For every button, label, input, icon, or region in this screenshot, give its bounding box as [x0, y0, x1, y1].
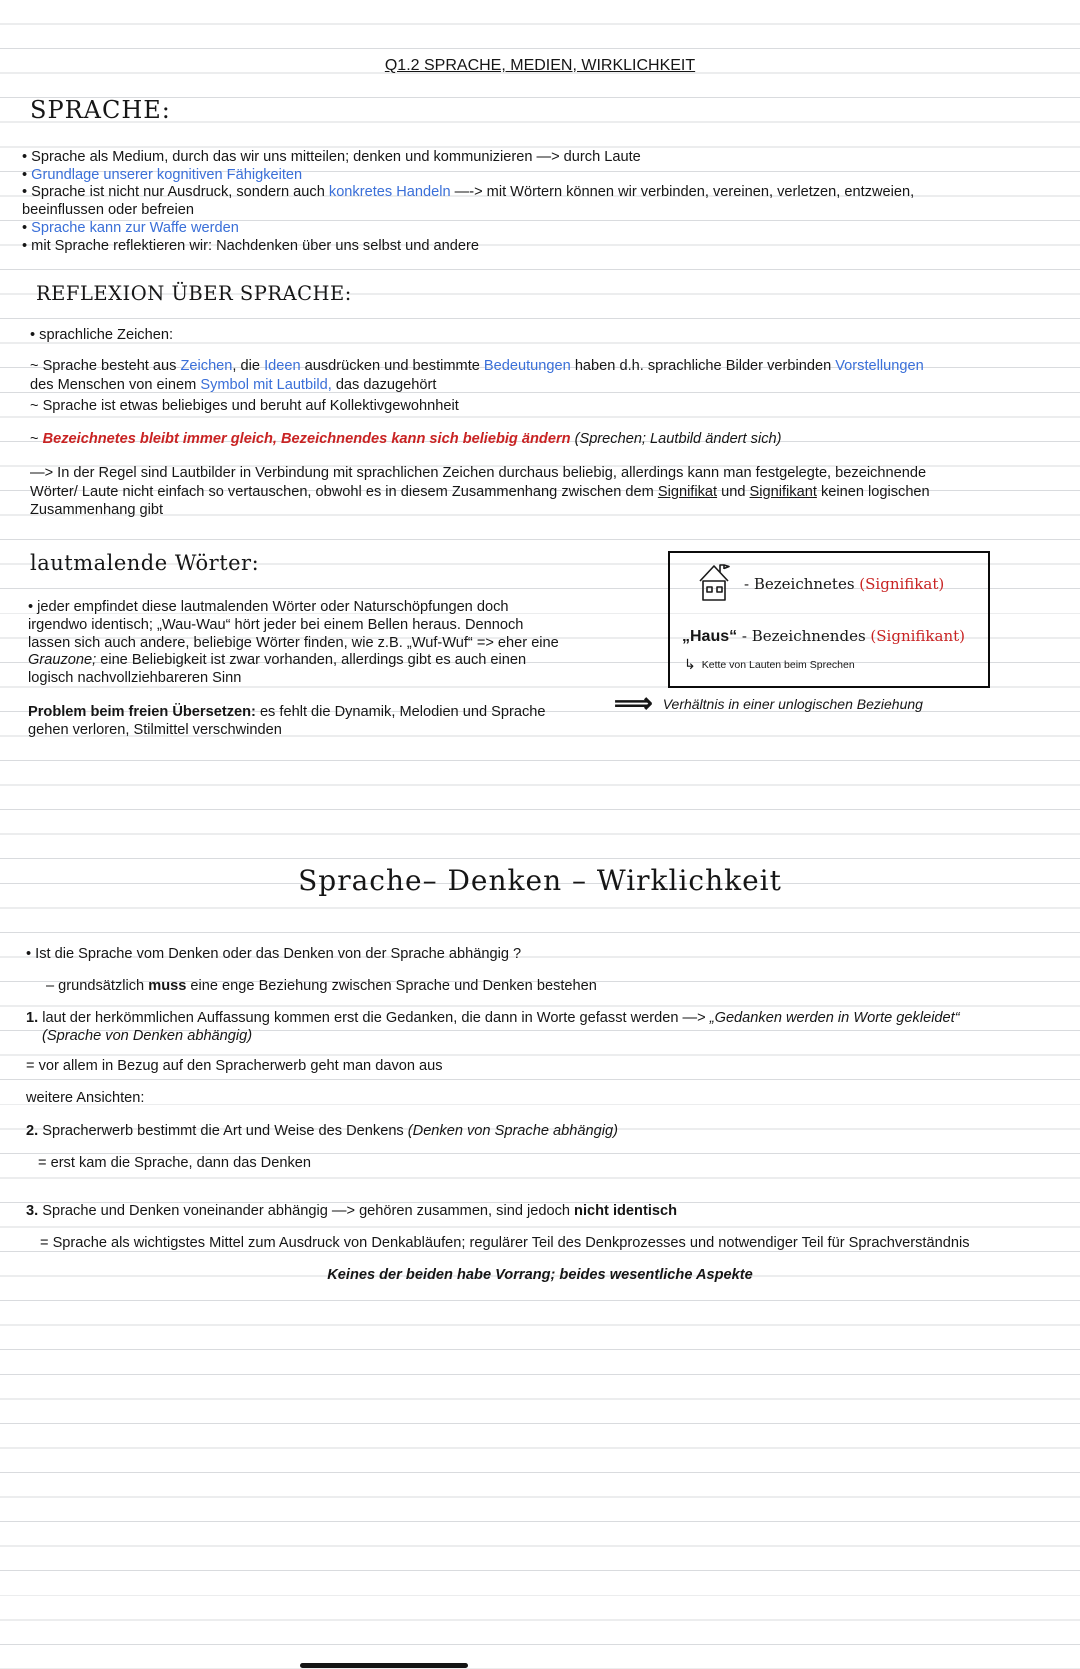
note-line: ~ Sprache besteht aus Zeichen, die Ideen ausdrücken und bestimmte Bedeutungen haben d.h. sprachliche Bilder verbinden Vorstellungen	[30, 358, 924, 374]
signifikat-box	[668, 551, 990, 688]
question-line: • Ist die Sprache vom Denken oder das Denken von der Sprache abhängig ?	[26, 946, 522, 962]
relation-note	[614, 690, 923, 717]
bezeichnetes-row	[696, 561, 944, 607]
equals-line-2: = erst kam die Sprache, dann das Denken	[38, 1155, 311, 1171]
note-line: Wörter/ Laute nicht einfach so vertauschen, obwohl es in diesem Zusammenhang zwischen dem Signifikat und Signifikant keinen logischen	[30, 483, 930, 500]
home-indicator	[300, 1663, 468, 1668]
problem-paragraph	[28, 704, 546, 740]
note-line: • Sprache als Medium, durch das wir uns mitteilen; denken und kommunizieren —> durch Laute	[22, 149, 641, 165]
note-line: • jeder empfindet diese lautmalenden Wörter oder Naturschöpfungen doch	[28, 599, 509, 615]
highlighted-rule-line: ~ Bezeichnetes bleibt immer gleich, Bezeichnendes kann sich beliebig ändern (Sprechen; Lautbild ändert sich)	[30, 431, 782, 447]
heading-lautmalende: lautmalende Wörter:	[30, 551, 260, 575]
note-line: Zusammenhang gibt	[30, 502, 164, 519]
note-line: des Menschen von einem Symbol mit Lautbild, das dazugehört	[30, 376, 437, 393]
equals-line-3: = Sprache als wichtigstes Mittel zum Ausdruck von Denkabläufen; regulärer Teil des Denkprozesses und notwendiger Teil für Sprachverständnis	[40, 1235, 970, 1251]
note-line-beliebig: ~ Sprache ist etwas beliebiges und beruht auf Kollektivgewohnheit	[30, 398, 459, 414]
equals-line-1: = vor allem in Bezug auf den Spracherwerb geht man davon aus	[26, 1058, 443, 1074]
note-line-sprachliche-zeichen: • sprachliche Zeichen:	[30, 327, 174, 343]
bezeichnetes-label: - Bezeichnetes (Signifikat)	[744, 575, 945, 593]
note-line: irgendwo identisch; „Wau-Wau“ hört jeder bei einem Bellen heraus. Dennoch	[28, 616, 524, 633]
conclusion-line: Keines der beiden habe Vorrang; beides wesentliche Aspekte	[327, 1267, 753, 1283]
lautmalende-paragraph	[28, 599, 559, 688]
note-line: Problem beim freien Übersetzen: es fehlt die Dynamik, Melodien und Sprache	[28, 704, 546, 720]
heading-reflexion: REFLEXION ÜBER SPRACHE:	[36, 282, 352, 305]
note-line: Grauzone; eine Beliebigkeit ist zwar vorhanden, allerdings gibt es auch einen	[28, 652, 527, 669]
page-title: Q1.2 SPRACHE, MEDIEN, WIRKLICHKEIT	[384, 57, 696, 74]
note-line: • mit Sprache reflektieren wir: Nachdenken über uns selbst und andere	[22, 237, 479, 254]
note-line: lassen sich auch andere, beliebige Wörter finden, wie z.B. „Wuf-Wuf“ => eher eine	[28, 634, 559, 651]
numbered-line-2: 2. Spracherwerb bestimmt die Art und Weise des Denkens (Denken von Sprache abhängig)	[26, 1123, 618, 1139]
note-line: gehen verloren, Stilmittel verschwinden	[28, 721, 282, 738]
reflexion-regel	[30, 464, 930, 520]
heading-sprache-denken-wirklichkeit: Sprache– Denken – Wirklichkeit	[298, 864, 782, 897]
note-line: • Sprache kann zur Waffe werden	[22, 219, 239, 236]
bezeichnendes-label: „Haus“ - Bezeichnendes (Signifikant)	[682, 627, 965, 645]
sub-line: – grundsätzlich muss eine enge Beziehung zwischen Sprache und Denken bestehen	[46, 978, 597, 994]
note-line: beeinflussen oder befreien	[22, 202, 195, 219]
reflexion-besteht	[30, 357, 924, 394]
numbered-line-3: 3. Sprache und Denken voneinander abhängig —> gehören zusammen, sind jedoch nicht identisch	[26, 1203, 678, 1219]
numbered-line-1: 1. laut der herkömmlichen Auffassung kommen erst die Gedanken, die dann in Worte gefasst werden —> „Gedanken werden in Worte gekleidet“	[26, 1010, 960, 1026]
note-line: logisch nachvollziehbareren Sinn	[28, 670, 242, 687]
double-arrow-icon: ⟹	[614, 688, 653, 718]
kette-row	[684, 656, 855, 672]
relation-text: Verhältnis in einer unlogischen Beziehung	[662, 695, 923, 712]
weitere-ansichten: weitere Ansichten:	[26, 1090, 145, 1106]
house-icon	[696, 561, 732, 607]
sprache-notes	[22, 149, 914, 255]
hook-arrow-icon: ↳	[684, 656, 696, 672]
kette-label: Kette von Lauten beim Sprechen	[701, 659, 855, 671]
note-line: —> In der Regel sind Lautbilder in Verbindung mit sprachlichen Zeichen durchaus beliebig, allerdings kann man festgelegte, bezeichnende	[30, 465, 927, 481]
heading-sprache: SPRACHE:	[30, 96, 171, 124]
numbered-line-1b: (Sprache von Denken abhängig)	[42, 1028, 253, 1044]
note-line: • Grundlage unserer kognitiven Fähigkeiten	[22, 166, 303, 183]
note-line: • Sprache ist nicht nur Ausdruck, sondern auch konkretes Handeln —-> mit Wörtern können wir verbinden, vereinen, verletzen, entzweien,	[22, 184, 915, 201]
